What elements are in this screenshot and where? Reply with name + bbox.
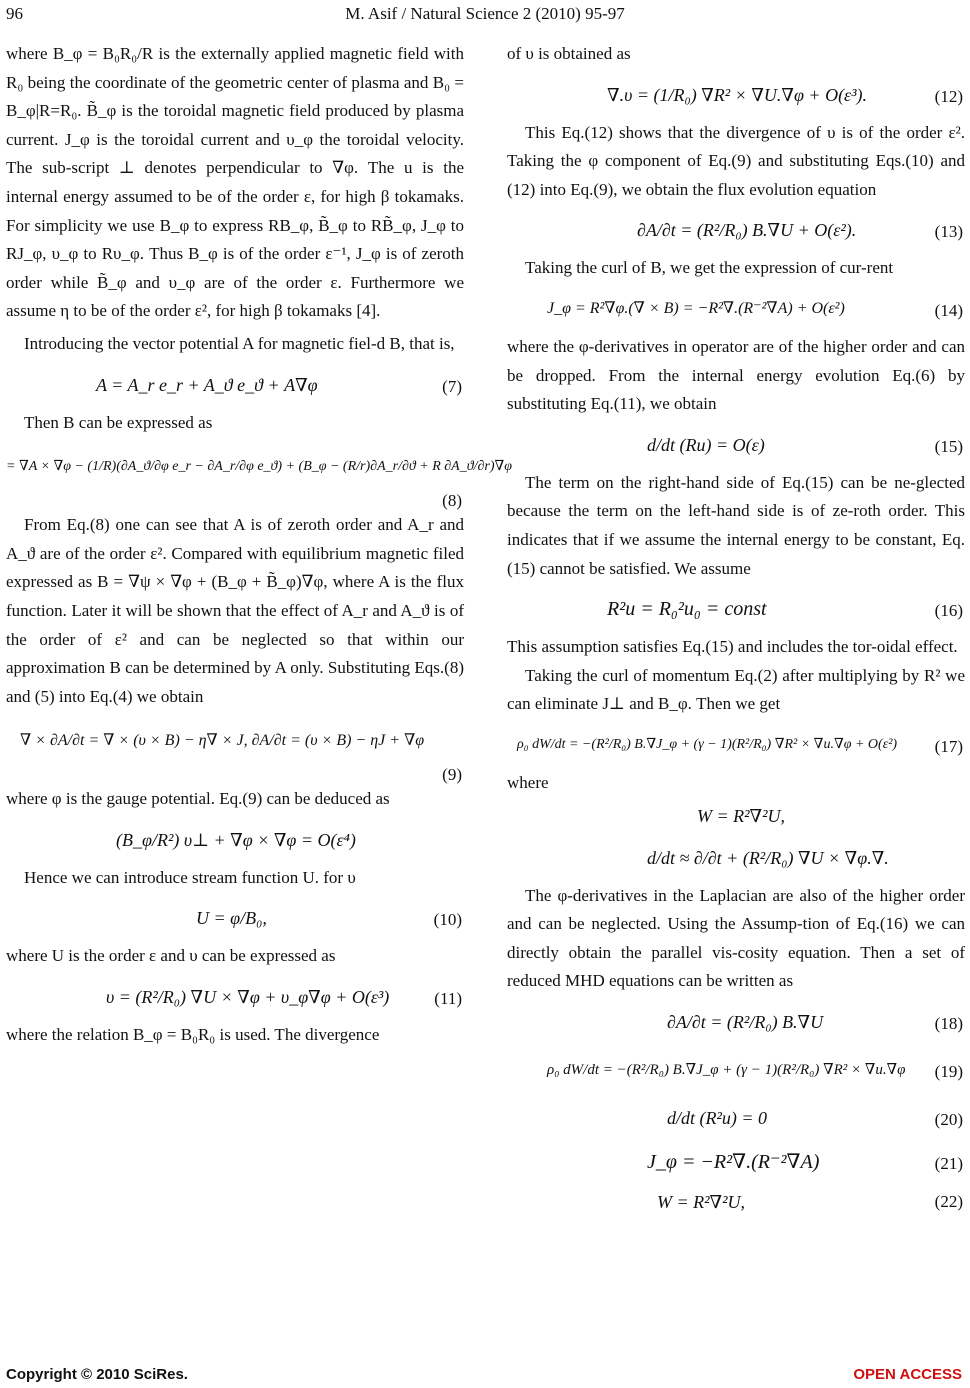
equation-number: (19) [934,1061,963,1081]
equation-number: (15) [934,436,963,456]
equation-13 [507,206,965,252]
paragraph: Taking the curl of B, we get the expression of cur-rent [525,258,894,278]
page-header [0,0,970,28]
equation-17a [507,800,965,832]
equation-expression: J_φ = R²∇φ.(∇ × B) = −R²∇.(R⁻²∇A) + O(ε²) [547,299,845,317]
paragraph: The φ-derivatives in the Laplacian are also of the higher order and can be neglected. Using the Assump-tion of Eq.(16) we can directly obtain the parallel vis-cosity equation. Then a set of reduced MHD equations can be written as [507,885,965,991]
equation-expression: ∂A/∂t = (R²/R₀) B.∇U + O(ε²). [637,220,857,241]
equation-expression: A = A_r e_r + A_ϑ e_ϑ + A∇φ [96,374,318,395]
paragraph: The term on the right-hand side of Eq.(15) can be ne-glected because the term on the left-hand side is of ze-roth order. This indicates that if we assume the internal energy to be constant, Eq.(15) cannot be satisfied. We assume [507,472,965,578]
paragraph: where B_φ = B₀R₀/R is the externally applied magnetic field with R₀ being the coordinate of the geometric center of plasma and B₀ = B_φ|R=R₀. B̃_φ is the toroidal magnetic field produced by plasma current. J_φ is the toroidal current and υ_φ the toroidal velocity. The sub-script ⊥ denotes perpendicular to ∇φ. The u is the internal energy assumed to be of the order ε, for high β tokamaks. For simplicity we use B_φ to express RB_φ, B̃_φ to RB̃_φ, J_φ to RJ_φ, υ_φ to Rυ_φ. Thus B_φ is of the order ε⁻¹, J_φ is of zeroth order while B̃_φ and υ_φ are of the order ε. Furthermore we assume η to be of the order ε², for high β tokamaks [4]. [6,44,464,321]
equation-expression: W = R²∇²U, [697,805,785,826]
equation-19 [507,1046,965,1092]
equation-number: (22) [934,1191,963,1211]
equation-expression: ∂A/∂t = (R²/R₀) B.∇U [667,1011,824,1032]
equation-22 [507,1184,965,1218]
running-title: M. Asif / Natural Science 2 (2010) 95-97 [345,4,625,23]
equation-expression: υ = (R²/R₀) ∇U × ∇φ + υ_φ∇φ + O(ε³) [106,987,390,1008]
equation-number: (8) [442,491,462,511]
paragraph: Introducing the vector potential A for magnetic fiel-d B, that is, [24,333,455,353]
equation-expression: R²u = R₀²u₀ = const [607,598,767,621]
equation-11 [6,973,464,1019]
equation-expression: d/dt (Ru) = O(ε) [647,434,765,455]
equation-expression: J_φ = −R²∇.(R⁻²∇A) [647,1150,820,1173]
equation-expression: W = R²∇²U, [657,1191,745,1212]
equation-7 [6,361,464,407]
equation-expression: d/dt ≈ ∂/∂t + (R²/R₀) ∇U × ∇φ.∇. [647,847,889,868]
equation-expression: ∇.υ = (1/R₀) ∇R² × ∇U.∇φ + O(ε³). [607,84,868,105]
equation-unnumbered [6,816,464,862]
paragraph: where φ is the gauge potential. Eq.(9) can be deduced as [6,789,390,809]
equation-number: (18) [934,1013,963,1033]
equation-number: (21) [934,1153,963,1173]
equation-16 [507,585,965,631]
paragraph: This Eq.(12) shows that the divergence of υ is of the order ε². Taking the φ component of Eq.(9) and substituting Eqs.(10) and (12) into Eq.(9), we obtain the flux evolution equation [507,122,965,199]
equation-number: (20) [934,1109,963,1129]
equation-expression: = ∇A × ∇φ − (1/R)(∂A_ϑ/∂φ e_r − ∂A_r/∂φ e_ϑ) + (B_φ − (R/r)∂A_r/∂ϑ + R ∂A_ϑ/∂r)∇φ [6,459,513,475]
equation-9 [6,713,464,783]
equation-10 [6,894,464,940]
page-number: 96 [6,4,23,23]
right-column [507,40,965,1220]
equation-8 [6,439,513,511]
equation-12 [507,71,965,117]
equation-number: (9) [442,765,462,785]
equation-number: (11) [434,989,462,1009]
equation-number: (14) [934,300,963,320]
equation-expression: U = φ/B₀, [196,908,267,929]
equation-17b [507,834,965,880]
equation-14 [507,285,965,331]
paragraph: From Eq.(8) one can see that A is of zeroth order and A_r and A_ϑ are of the order ε². Compared with equilibrium magnetic filed expressed as B = ∇ψ × ∇φ + (B_φ + B̃_φ)∇φ, where A is the flux function. Later it will be shown that the effect of A_r and A_ϑ is of the order of ε² and can be neglected so that within our approximation B can be determined by A only. Substituting Eqs.(8) and (5) into Eq.(4) we obtain [6,515,464,706]
paragraph: Taking the curl of momentum Eq.(2) after multiplying by R² we can eliminate J⊥ and B_φ. Then we get [507,665,965,714]
paragraph: of υ is obtained as [507,44,631,63]
paragraph: Hence we can introduce stream function U. for υ [24,867,356,887]
paragraph: where U is the order ε and υ can be expressed as [6,946,336,966]
open-access-label: OPEN ACCESS [853,1366,962,1383]
page-footer [0,1366,970,1388]
equation-expression: ρ₀ dW/dt = −(R²/R₀) B.∇J_φ + (γ − 1)(R²/R₀) ∇R² × ∇u.∇φ [547,1061,906,1078]
paragraph: Then B can be expressed as [24,412,213,432]
equation-17 [507,721,965,767]
equation-number: (16) [934,601,963,621]
left-column [6,40,513,1050]
equation-expression: ∇ × ∂A/∂t = ∇ × (υ × B) − η∇ × J, ∂A/∂t = (υ × B) − ηJ + ∇φ [20,732,425,750]
equation-expression: ρ₀ dW/dt = −(R²/R₀) B.∇J_φ + (γ − 1)(R²/R₀) ∇R² × ∇u.∇φ + O(ε²) [517,736,898,752]
equation-21 [507,1142,965,1182]
equation-expression: d/dt (R²u) = 0 [667,1107,768,1128]
copyright-notice: Copyright © 2010 SciRes. [6,1366,188,1383]
equation-15 [507,421,965,467]
paragraph: This assumption satisfies Eq.(15) and includes the tor-oidal effect. [507,637,958,657]
equation-18 [507,998,965,1044]
equation-number: (17) [934,736,963,756]
equation-number: (12) [934,86,963,106]
equation-number: (10) [433,910,462,930]
equation-20 [507,1094,965,1140]
equation-number: (13) [934,222,963,242]
paragraph: where [507,772,549,792]
paragraph: where the relation B_φ = B₀R₀ is used. The divergence [6,1025,380,1045]
equation-number: (7) [442,376,462,396]
paragraph: where the φ-derivatives in operator are of the higher order and can be dropped. From the internal energy evolution Eq.(6) by substituting Eq.(11), we obtain [507,336,965,414]
equation-expression: (B_φ/R²) υ⊥ + ∇φ × ∇φ = O(ε⁴) [116,829,356,850]
